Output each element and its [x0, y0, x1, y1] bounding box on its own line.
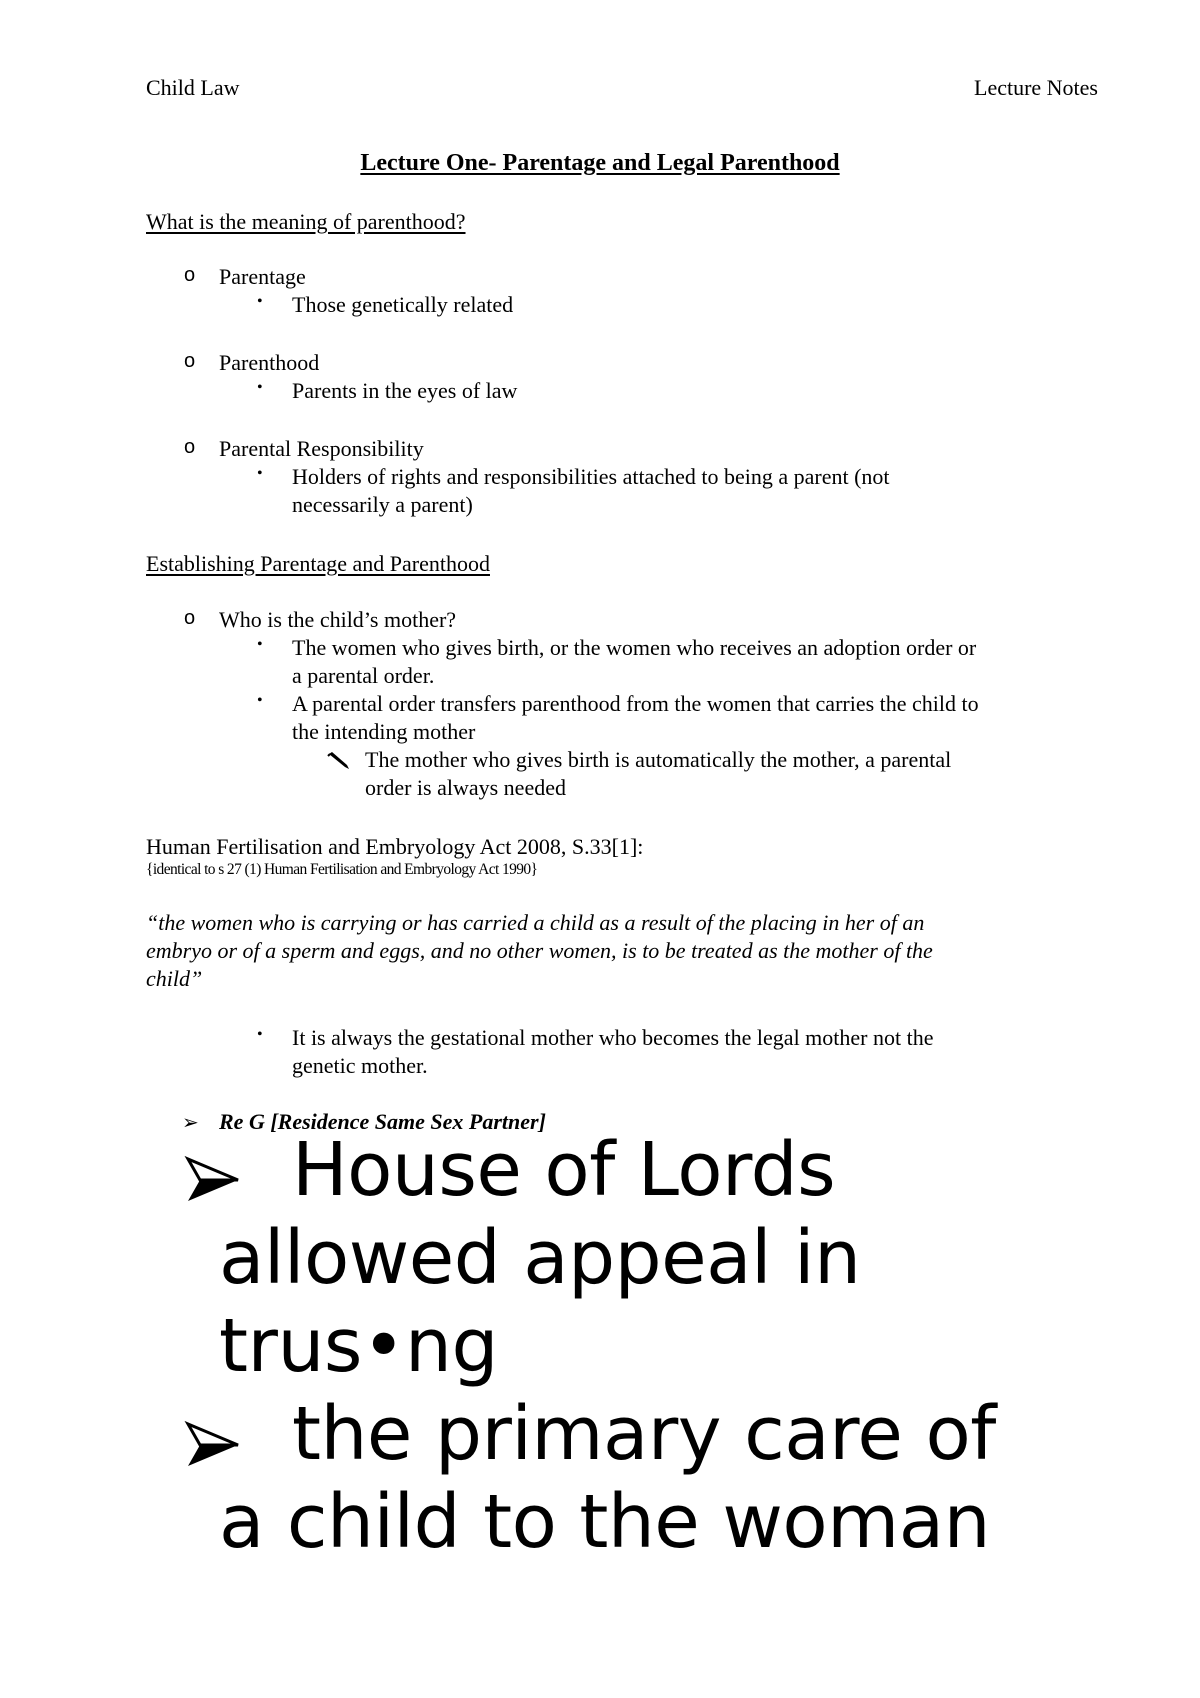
big-point-text: trus•ng [219, 1303, 498, 1389]
circle-bullet: o [184, 350, 196, 372]
sub-bullet-text: order is always needed [365, 775, 566, 800]
bullet-text: It is always the gestational mother who becomes the legal mother not the [292, 1025, 934, 1050]
pencil-icon [327, 752, 353, 772]
case-name: Re G [Residence Same Sex Partner] [219, 1109, 546, 1134]
dot-bullet: • [257, 692, 263, 709]
circle-bullet: o [184, 436, 196, 458]
sub-bullet-text: The mother who gives birth is automatically the mother, a parental [365, 747, 952, 772]
list-item-label: Parentage [219, 264, 306, 289]
list-item-sub: necessarily a parent) [292, 492, 473, 517]
statute-note: {identical to s 27 (1) Human Fertilisation and Embryology Act 1990} [146, 861, 538, 878]
list-item-sub: Parents in the eyes of law [292, 378, 518, 403]
big-point-text: the primary care of [292, 1391, 996, 1477]
statute-quote: embryo or of a sperm and eggs, and no other women, is to be treated as the mother of the [146, 938, 933, 963]
statute-quote: child” [146, 966, 203, 991]
big-point-text: allowed appeal in [219, 1215, 861, 1301]
dot-bullet: • [257, 293, 263, 310]
arrow-bullet-icon: ➢ [182, 1112, 199, 1134]
dot-bullet: • [257, 379, 263, 396]
arrow-bullet-icon [184, 1410, 244, 1480]
list-item-sub: Holders of rights and responsibilities attached to being a parent (not [292, 464, 890, 489]
question-text: Who is the child’s mother? [219, 607, 457, 632]
big-point-text: a child to the woman [219, 1479, 990, 1565]
statute-title: Human Fertilisation and Embryology Act 2008, S.33[1]: [146, 834, 644, 859]
bullet-text: A parental order transfers parenthood from the women that carries the child to [292, 691, 979, 716]
list-item-sub: Those genetically related [292, 292, 514, 317]
section-heading-meaning: What is the meaning of parenthood? [146, 209, 466, 234]
dot-bullet: • [257, 636, 263, 653]
circle-bullet: o [184, 264, 196, 286]
bullet-text: The women who gives birth, or the women who receives an adoption order or [292, 635, 977, 660]
dot-bullet: • [257, 1026, 263, 1043]
big-point-text: House of Lords [292, 1127, 836, 1213]
arrow-bullet-icon [184, 1145, 244, 1215]
circle-bullet: o [184, 607, 196, 629]
section-heading-establishing: Establishing Parentage and Parenthood [146, 551, 490, 576]
statute-quote: “the women who is carrying or has carried a child as a result of the placing in her of an [146, 910, 925, 935]
header-right: Lecture Notes [974, 75, 1098, 100]
header-left: Child Law [146, 75, 240, 100]
bullet-text: genetic mother. [292, 1053, 428, 1078]
list-item-label: Parenthood [219, 350, 320, 375]
dot-bullet: • [257, 465, 263, 482]
bullet-text: the intending mother [292, 719, 476, 744]
page-title: Lecture One- Parentage and Legal Parenthood [360, 150, 840, 176]
bullet-text: a parental order. [292, 663, 435, 688]
list-item-label: Parental Responsibility [219, 436, 424, 461]
